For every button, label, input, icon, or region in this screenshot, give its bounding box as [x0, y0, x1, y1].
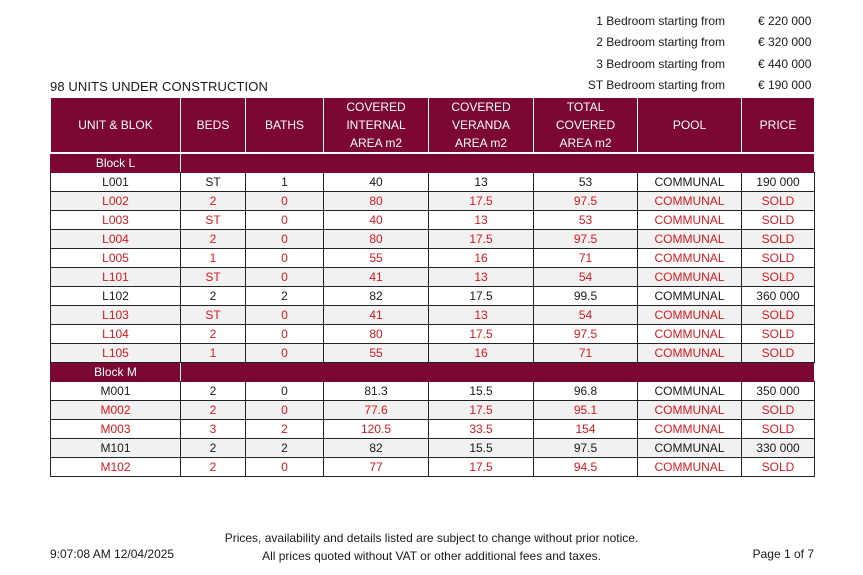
- cell-price: SOLD: [742, 344, 815, 363]
- price-summary: [560, 10, 820, 96]
- cell-price: SOLD: [742, 325, 815, 344]
- cell-internal: 80: [324, 325, 429, 344]
- cell-beds: 2: [181, 192, 246, 211]
- price-label: 2 Bedroom starting from: [596, 35, 725, 50]
- cell-total: 154: [534, 420, 638, 439]
- cell-pool: COMMUNAL: [638, 249, 742, 268]
- cell-veranda: 17.5: [429, 230, 534, 249]
- cell-unit: M101: [51, 439, 181, 458]
- timestamp: 9:07:08 AM 12/04/2025: [50, 547, 175, 561]
- cell-total: 95.1: [534, 401, 638, 420]
- cell-price: 190 000: [742, 173, 815, 192]
- cell-internal: 81.3: [324, 382, 429, 401]
- cell-internal: 41: [324, 306, 429, 325]
- cell-baths: 2: [246, 420, 324, 439]
- cell-baths: 0: [246, 382, 324, 401]
- block-name: Block L: [51, 153, 181, 173]
- cell-total: 99.5: [534, 287, 638, 306]
- cell-beds: ST: [181, 211, 246, 230]
- table-row: [51, 268, 815, 287]
- column-header-line: PRICE: [759, 118, 797, 132]
- cell-price: SOLD: [742, 458, 815, 477]
- cell-internal: 80: [324, 192, 429, 211]
- cell-pool: COMMUNAL: [638, 344, 742, 363]
- cell-price: SOLD: [742, 249, 815, 268]
- price-value: € 190 000: [758, 78, 812, 93]
- cell-pool: COMMUNAL: [638, 230, 742, 249]
- cell-price: SOLD: [742, 306, 815, 325]
- cell-internal: 41: [324, 268, 429, 287]
- cell-total: 97.5: [534, 439, 638, 458]
- cell-total: 94.5: [534, 458, 638, 477]
- cell-internal: 40: [324, 173, 429, 192]
- cell-baths: 0: [246, 230, 324, 249]
- cell-beds: 2: [181, 325, 246, 344]
- cell-price: SOLD: [742, 230, 815, 249]
- cell-total: 71: [534, 344, 638, 363]
- cell-price: 360 000: [742, 287, 815, 306]
- cell-baths: 2: [246, 287, 324, 306]
- cell-price: 330 000: [742, 439, 815, 458]
- cell-beds: 2: [181, 458, 246, 477]
- cell-veranda: 13: [429, 306, 534, 325]
- cell-beds: 3: [181, 420, 246, 439]
- block-header-row: [51, 153, 815, 173]
- cell-beds: ST: [181, 268, 246, 287]
- cell-veranda: 13: [429, 173, 534, 192]
- cell-internal: 80: [324, 230, 429, 249]
- cell-baths: 0: [246, 344, 324, 363]
- column-header-line: AREA m2: [349, 136, 403, 150]
- notice-line: Prices, availability and details listed are subject to change without prior notice.: [224, 531, 639, 545]
- cell-pool: COMMUNAL: [638, 268, 742, 287]
- cell-veranda: 17.5: [429, 458, 534, 477]
- cell-pool: COMMUNAL: [638, 211, 742, 230]
- cell-beds: 2: [181, 382, 246, 401]
- price-value: € 220 000: [758, 13, 812, 28]
- column-header: [742, 98, 815, 154]
- cell-beds: 1: [181, 249, 246, 268]
- cell-baths: 0: [246, 268, 324, 287]
- table-row: [51, 382, 815, 401]
- page-number: Page 1 of 7: [752, 547, 814, 561]
- cell-unit: L102: [51, 287, 181, 306]
- cell-baths: 0: [246, 401, 324, 420]
- block-header-spacer: [181, 363, 815, 382]
- cell-price: 350 000: [742, 382, 815, 401]
- cell-veranda: 17.5: [429, 401, 534, 420]
- cell-unit: L002: [51, 192, 181, 211]
- cell-pool: COMMUNAL: [638, 192, 742, 211]
- price-label: ST Bedroom starting from: [587, 78, 725, 93]
- cell-pool: COMMUNAL: [638, 420, 742, 439]
- block-header-spacer: [181, 153, 815, 173]
- cell-unit: M102: [51, 458, 181, 477]
- cell-total: 54: [534, 306, 638, 325]
- block-name: Block M: [51, 363, 181, 382]
- cell-pool: COMMUNAL: [638, 173, 742, 192]
- cell-unit: M001: [51, 382, 181, 401]
- table-row: [51, 458, 815, 477]
- table-row: [51, 211, 815, 230]
- column-header-line: COVERED: [451, 100, 511, 114]
- cell-total: 96.8: [534, 382, 638, 401]
- cell-unit: M002: [51, 401, 181, 420]
- price-label: 3 Bedroom starting from: [596, 56, 725, 71]
- cell-total: 97.5: [534, 230, 638, 249]
- cell-internal: 82: [324, 287, 429, 306]
- cell-total: 54: [534, 268, 638, 287]
- cell-pool: COMMUNAL: [638, 306, 742, 325]
- table-body: [51, 153, 815, 477]
- cell-beds: 1: [181, 344, 246, 363]
- column-header-line: TOTAL: [566, 100, 605, 114]
- cell-veranda: 17.5: [429, 192, 534, 211]
- cell-unit: L003: [51, 211, 181, 230]
- cell-price: SOLD: [742, 420, 815, 439]
- column-header-line: COVERED: [555, 118, 616, 132]
- column-header-line: VERANDA: [451, 118, 510, 132]
- cell-price: SOLD: [742, 211, 815, 230]
- column-header: [429, 98, 534, 154]
- column-header-line: INTERNAL: [346, 118, 406, 132]
- cell-total: 71: [534, 249, 638, 268]
- table-header-row: [51, 98, 815, 154]
- cell-baths: 0: [246, 211, 324, 230]
- cell-veranda: 13: [429, 211, 534, 230]
- column-header-line: BATHS: [264, 118, 305, 132]
- cell-baths: 0: [246, 458, 324, 477]
- cell-beds: 2: [181, 287, 246, 306]
- cell-price: SOLD: [742, 192, 815, 211]
- price-row: [560, 53, 820, 75]
- cell-beds: 2: [181, 230, 246, 249]
- footer-notice: [0, 529, 863, 565]
- cell-unit: L001: [51, 173, 181, 192]
- column-header-line: COVERED: [346, 100, 406, 114]
- column-header: [181, 98, 246, 154]
- cell-price: SOLD: [742, 401, 815, 420]
- cell-total: 53: [534, 211, 638, 230]
- cell-veranda: 33.5: [429, 420, 534, 439]
- cell-pool: COMMUNAL: [638, 401, 742, 420]
- column-header-line: POOL: [672, 118, 707, 132]
- table-row: [51, 439, 815, 458]
- price-row: [560, 10, 820, 32]
- cell-veranda: 15.5: [429, 382, 534, 401]
- notice-line: All prices quoted without VAT or other additional fees and taxes.: [262, 549, 601, 563]
- cell-internal: 40: [324, 211, 429, 230]
- column-header-line: UNIT & BLOK: [78, 118, 153, 132]
- table-row: [51, 249, 815, 268]
- cell-veranda: 17.5: [429, 325, 534, 344]
- cell-baths: 0: [246, 249, 324, 268]
- table-row: [51, 401, 815, 420]
- column-header-line: BEDS: [196, 118, 230, 132]
- cell-pool: COMMUNAL: [638, 439, 742, 458]
- column-header: [246, 98, 324, 154]
- cell-internal: 120.5: [324, 420, 429, 439]
- cell-beds: ST: [181, 306, 246, 325]
- cell-unit: L005: [51, 249, 181, 268]
- cell-baths: 2: [246, 439, 324, 458]
- cell-internal: 55: [324, 249, 429, 268]
- column-header: [324, 98, 429, 154]
- cell-veranda: 13: [429, 268, 534, 287]
- cell-pool: COMMUNAL: [638, 382, 742, 401]
- cell-unit: L105: [51, 344, 181, 363]
- cell-baths: 0: [246, 192, 324, 211]
- cell-total: 53: [534, 173, 638, 192]
- cell-total: 97.5: [534, 325, 638, 344]
- table-row: [51, 173, 815, 192]
- cell-internal: 77: [324, 458, 429, 477]
- column-header-line: AREA m2: [454, 136, 508, 150]
- price-value: € 320 000: [758, 35, 812, 50]
- cell-veranda: 15.5: [429, 439, 534, 458]
- column-header-line: AREA m2: [559, 136, 612, 150]
- table-row: [51, 306, 815, 325]
- cell-unit: L004: [51, 230, 181, 249]
- cell-unit: M003: [51, 420, 181, 439]
- cell-internal: 77.6: [324, 401, 429, 420]
- table-row: [51, 192, 815, 211]
- cell-baths: 1: [246, 173, 324, 192]
- price-row: [560, 75, 820, 97]
- cell-unit: L104: [51, 325, 181, 344]
- price-value: € 440 000: [758, 56, 812, 71]
- table-row: [51, 344, 815, 363]
- cell-baths: 0: [246, 325, 324, 344]
- cell-veranda: 16: [429, 249, 534, 268]
- cell-veranda: 17.5: [429, 287, 534, 306]
- price-row: [560, 32, 820, 54]
- cell-internal: 55: [324, 344, 429, 363]
- price-label: 1 Bedroom starting from: [596, 13, 725, 28]
- cell-beds: ST: [181, 173, 246, 192]
- column-header: [51, 98, 181, 154]
- cell-price: SOLD: [742, 268, 815, 287]
- units-table: [50, 97, 815, 477]
- table-row: [51, 287, 815, 306]
- page-title: 98 UNITS UNDER CONSTRUCTION: [50, 79, 268, 94]
- cell-unit: L103: [51, 306, 181, 325]
- cell-internal: 82: [324, 439, 429, 458]
- column-header: [638, 98, 742, 154]
- cell-pool: COMMUNAL: [638, 287, 742, 306]
- block-header-row: [51, 363, 815, 382]
- cell-baths: 0: [246, 306, 324, 325]
- cell-total: 97.5: [534, 192, 638, 211]
- cell-pool: COMMUNAL: [638, 458, 742, 477]
- cell-beds: 2: [181, 401, 246, 420]
- table-row: [51, 325, 815, 344]
- cell-beds: 2: [181, 439, 246, 458]
- table-row: [51, 420, 815, 439]
- cell-unit: L101: [51, 268, 181, 287]
- cell-veranda: 16: [429, 344, 534, 363]
- column-header: [534, 98, 638, 154]
- cell-pool: COMMUNAL: [638, 325, 742, 344]
- table-row: [51, 230, 815, 249]
